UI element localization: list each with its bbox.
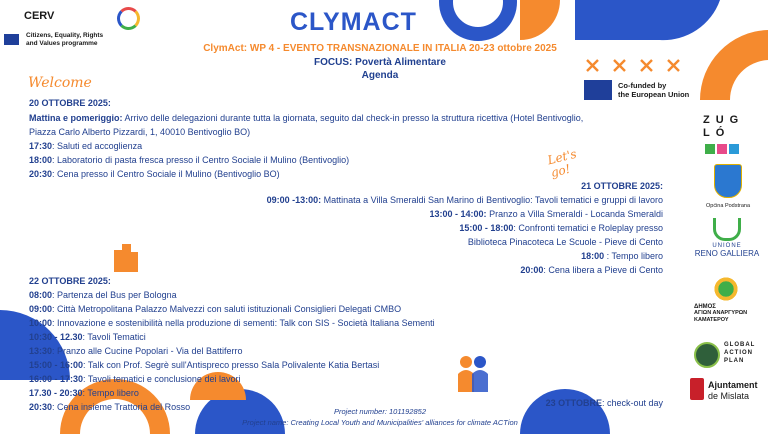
day1-text: : Saluti ed accoglienza <box>52 141 143 151</box>
day3-item <box>29 387 139 399</box>
mislata-text-1: Ajuntament <box>708 380 758 390</box>
day3-text: : Tempo libero <box>82 388 139 398</box>
day1-time: 20:30 <box>29 169 53 179</box>
decor-orange-quarter <box>520 0 560 40</box>
day2-time: 13:00 - 14:00: <box>429 209 487 219</box>
day3-text: : Città Metropolitana Palazzo Malvezzi con saluti istituzionali Consiglieri Delegati CMBO <box>52 304 402 314</box>
project-number: Project number: 101192852 <box>333 407 426 416</box>
day2-text: : Cena libera a Pieve di Cento <box>543 265 663 275</box>
podstrana-text: Općina Podstrana <box>705 203 751 209</box>
eu-cofunded-text: Co-funded by the European Union <box>618 81 690 99</box>
day3-text: : Innovazione e sostenibilità nella produzione di sementi: Talk con SIS - Società Italiana Sementi <box>52 318 435 328</box>
day2-item <box>267 194 663 206</box>
cerv-program: Citizens, Equality, Rights and Values programme <box>26 32 104 47</box>
day3-time: 13:30 <box>29 346 53 356</box>
day3-time: 09:00 <box>29 304 53 314</box>
cerv-logo <box>4 8 134 52</box>
day3-text: : Cena insieme Trattoria del Rosso <box>52 402 191 412</box>
day1-text: : Cena presso il Centro Sociale il Mulino (Bentivoglio BO) <box>52 169 280 179</box>
eu-flag-icon-large <box>584 80 612 100</box>
hug-icon <box>458 356 488 392</box>
day2-item <box>468 236 663 248</box>
day3-item <box>29 401 190 413</box>
day3-item <box>29 317 435 329</box>
decor-blue-block <box>575 0 660 40</box>
day3-text: : Partenza del Bus per Bologna <box>52 290 177 300</box>
mislata-text-2: de Mislata <box>708 391 750 401</box>
day2-text: Mattinata a Villa Smeraldi San Marino di Bentivoglio: Tavoli tematici e gruppi di lavoro <box>321 195 663 205</box>
day3-text: : Pranzo alle Cucine Popolari - Via del Battiferro <box>52 346 243 356</box>
mislata-icon <box>690 378 704 400</box>
event-title: ClymAct: WP 4 - EVENTO TRANSNAZIONALE IN ITALIA 20-23 ottobre 2025 <box>203 43 557 54</box>
day1-item <box>29 126 250 138</box>
day1-text: Arrivo delle delegazioni durante tutta la giornata, seguito dal check-in presso la struttura ricettiva (Hotel Bentivoglio, <box>122 113 584 123</box>
dimos-icon <box>712 276 740 302</box>
day2-text: Biblioteca Pinacoteca Le Scuole - Pieve di Cento <box>467 237 663 247</box>
day1-item <box>29 112 583 124</box>
reno-icon <box>713 218 741 241</box>
day3-item <box>29 331 146 343</box>
day4-text: : check-out day <box>601 398 663 408</box>
day3-time: 17.30 - 20:30 <box>29 388 83 398</box>
day1-text: : Laboratorio di pasta fresca presso il Centro Sociale il Mulino (Bentivoglio) <box>52 155 350 165</box>
dimos-text-1: ΔΗΜΟΣ <box>694 304 716 310</box>
decor-x-marks <box>587 60 679 71</box>
day3-text: : Tavoli tematici e conclusione dei lavori <box>83 374 241 384</box>
reno-text-2: RENO GALLIERA <box>694 249 760 258</box>
eu-cofunded-logo <box>584 80 704 102</box>
day3-time: 10:00 <box>29 318 53 328</box>
day3-item <box>29 345 242 357</box>
gap-text-2: ACTION <box>724 350 753 356</box>
coat-of-arms-icon <box>714 164 742 198</box>
gap-text-3: PLAN <box>724 358 745 364</box>
day1-time: 18:00 <box>29 155 53 165</box>
day3-time: 15:00 - 16:00 <box>29 360 84 370</box>
day2-text: : Confronti tematici e Roleplay presso <box>513 223 663 233</box>
day1-heading: 20 OTTOBRE 2025: <box>29 98 111 108</box>
decor-blue-arc <box>660 0 720 40</box>
eu-flag-icon <box>4 34 19 45</box>
day2-time: 15:00 - 18:00 <box>459 223 514 233</box>
decor-orange-arc <box>700 30 768 100</box>
day3-text: : Talk con Prof. Segrè sull'Antispreco presso Sala Polivalente Katia Bertasi <box>83 360 380 370</box>
zuglo-logo <box>703 114 753 158</box>
zuglo-icons <box>705 144 745 154</box>
day1-time: 17:30 <box>29 141 53 151</box>
focus-title: FOCUS: Povertà Alimentare <box>314 57 446 68</box>
zuglo-text: ZUGLÓ <box>703 114 745 139</box>
day3-item <box>29 373 240 385</box>
circle-logo-icon <box>117 7 140 30</box>
day1-item <box>29 168 280 180</box>
day3-time: 08:00 <box>29 290 53 300</box>
day4-item <box>546 397 663 409</box>
reno-galliera-logo <box>692 218 762 266</box>
day1-text: Piazza Carlo Alberto Pizzardi, 1, 40010 Bentivoglio BO) <box>29 127 251 137</box>
project-name: Project name: Creating Local Youth and Municipalities' alliances for climate ACTion <box>242 418 518 427</box>
day1-item <box>29 154 349 166</box>
day2-time: 18:00 <box>581 251 605 261</box>
decor-blue-semicircle-right <box>520 389 610 434</box>
day3-item <box>29 359 379 371</box>
day1-time: Mattina e pomeriggio: <box>29 113 123 123</box>
day2-item <box>520 264 663 276</box>
dimos-text-2: ΑΓΙΩΝ ΑΝΑΡΓΥΡΩΝ ΚΑΜΑΤΕΡΟΥ <box>694 310 748 323</box>
gap-icon <box>694 342 720 368</box>
welcome-script: Welcome <box>28 75 92 91</box>
global-action-plan-logo <box>694 340 764 370</box>
day3-text: : Tavoli Tematici <box>82 332 146 342</box>
day1-item <box>29 140 142 152</box>
day2-text: Pranzo a Villa Smeraldi - Locanda Smeraldi <box>486 209 663 219</box>
day3-time: 16:00 - 17:30 <box>29 374 84 384</box>
decor-ring-top <box>446 0 510 34</box>
day2-time: 09:00 -13:00: <box>266 195 322 205</box>
podstrana-logo <box>703 164 753 214</box>
day2-time: 20:00 <box>520 265 544 275</box>
building-icon <box>114 244 138 272</box>
dimos-logo <box>694 276 764 330</box>
cerv-label: CERV <box>24 10 55 22</box>
reno-text-1: UNIONE <box>712 243 742 249</box>
day3-item <box>29 289 177 301</box>
day3-item <box>29 303 401 315</box>
day2-item <box>430 208 663 220</box>
letsgo-script: Let's go! <box>546 146 579 180</box>
day2-text: : Tempo libero <box>604 251 663 261</box>
day3-time: 20:30 <box>29 402 53 412</box>
agenda-title: Agenda <box>361 70 399 81</box>
day3-time: 10:30 - 12.30 <box>29 332 83 342</box>
gap-text-1: GLOBAL <box>724 342 756 348</box>
day2-item <box>581 250 663 262</box>
brand-logo: CLYMACT <box>290 8 417 36</box>
day2-item <box>459 222 663 234</box>
day2-heading: 21 OTTOBRE 2025: <box>581 181 663 191</box>
day4-heading: 23 OTTOBRE <box>545 398 602 408</box>
mislata-logo <box>690 376 766 406</box>
day3-heading: 22 OTTOBRE 2025: <box>29 276 111 286</box>
